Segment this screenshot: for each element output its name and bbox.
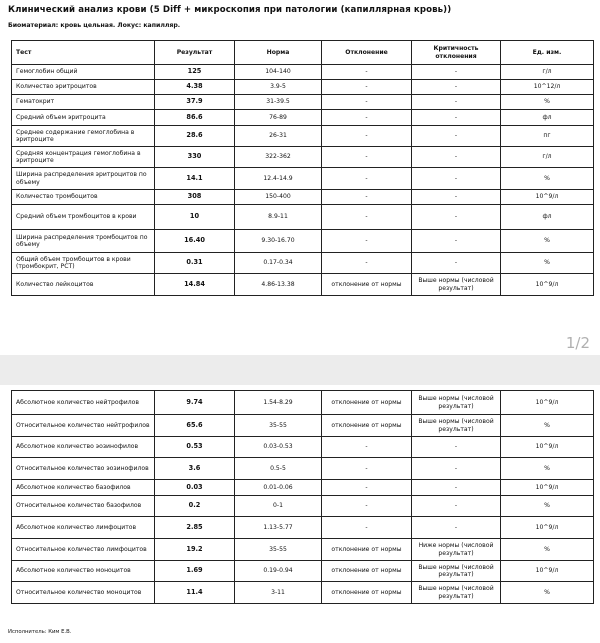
table-row (12, 274, 594, 296)
header-test: Тест (12, 41, 155, 65)
table-row (12, 168, 594, 190)
unit-label: % (501, 415, 594, 437)
deviation-status: - (322, 230, 412, 253)
test-name: Количество эритроцитов (12, 80, 155, 95)
norm-range: 104-140 (235, 65, 322, 80)
header-unit: Ед. изм. (501, 41, 594, 65)
page-separator (0, 333, 600, 385)
header-criticality: Критичность отклонения (412, 41, 501, 65)
result-value: 1.69 (155, 561, 235, 582)
criticality-status: - (412, 480, 501, 496)
table-row (12, 253, 594, 274)
deviation-status: отклонение от нормы (322, 539, 412, 561)
result-value: 10 (155, 205, 235, 230)
unit-label: 10^9/л (501, 274, 594, 296)
norm-range: 0.03-0.53 (235, 437, 322, 458)
results-table-page-2 (11, 390, 594, 604)
criticality-status: Выше нормы (числовой результат) (412, 582, 501, 604)
unit-label: 10^9/л (501, 480, 594, 496)
test-name: Абсолютное количество базофилов (12, 480, 155, 496)
executor-footer: Исполнитель: Ким Е.В. (8, 629, 72, 635)
table-row (12, 391, 594, 415)
unit-label: % (501, 539, 594, 561)
deviation-status: - (322, 480, 412, 496)
result-value: 0.31 (155, 253, 235, 274)
norm-range: 0.17-0.34 (235, 253, 322, 274)
unit-label: 10^9/л (501, 437, 594, 458)
deviation-status: отклонение от нормы (322, 391, 412, 415)
result-value: 3.6 (155, 458, 235, 480)
unit-label: г/л (501, 147, 594, 168)
result-value: 28.6 (155, 126, 235, 147)
deviation-status: отклонение от нормы (322, 274, 412, 296)
deviation-status: - (322, 95, 412, 110)
deviation-status: - (322, 437, 412, 458)
result-value: 0.53 (155, 437, 235, 458)
unit-label: % (501, 168, 594, 190)
result-value: 0.03 (155, 480, 235, 496)
criticality-status: - (412, 458, 501, 480)
result-value: 2.85 (155, 517, 235, 539)
norm-range: 1.54-8.29 (235, 391, 322, 415)
criticality-status: - (412, 80, 501, 95)
test-name: Абсолютное количество нейтрофилов (12, 391, 155, 415)
test-name: Относительное количество эозинофилов (12, 458, 155, 480)
unit-label: фл (501, 205, 594, 230)
test-name: Количество тромбоцитов (12, 190, 155, 205)
norm-range: 322-362 (235, 147, 322, 168)
test-name: Среднее содержание гемоглобина в эритроците (12, 126, 155, 147)
test-name: Средняя концентрация гемоглобина в эритроците (12, 147, 155, 168)
table-row (12, 95, 594, 110)
deviation-status: - (322, 126, 412, 147)
criticality-status: - (412, 517, 501, 539)
test-name: Ширина распределения тромбоцитов по объему (12, 230, 155, 253)
unit-label: % (501, 496, 594, 517)
deviation-status: - (322, 147, 412, 168)
test-name: Относительное количество базофилов (12, 496, 155, 517)
table-row (12, 458, 594, 480)
test-name: Относительное количество нейтрофилов (12, 415, 155, 437)
table-header-row (12, 41, 594, 65)
result-value: 37.9 (155, 95, 235, 110)
norm-range: 0.01-0.06 (235, 480, 322, 496)
table-row (12, 65, 594, 80)
test-name: Гемоглобин общий (12, 65, 155, 80)
table-row (12, 539, 594, 561)
test-name: Относительное количество моноцитов (12, 582, 155, 604)
result-value: 65.6 (155, 415, 235, 437)
unit-label: 10^9/л (501, 561, 594, 582)
table-body-page-1 (12, 65, 594, 296)
deviation-status: - (322, 110, 412, 126)
table-row (12, 415, 594, 437)
norm-range: 8.9-11 (235, 205, 322, 230)
unit-label: 10^9/л (501, 391, 594, 415)
page-indicator: 1/2 (565, 334, 590, 352)
test-name: Относительное количество лимфоцитов (12, 539, 155, 561)
table-row (12, 480, 594, 496)
test-name: Общий объем тромбоцитов в крови (тромбокрит, PCT) (12, 253, 155, 274)
deviation-status: - (322, 65, 412, 80)
result-value: 86.6 (155, 110, 235, 126)
document-title: Клинический анализ крови (5 Diff + микроскопия при патологии (капиллярная кровь)) (8, 5, 452, 15)
result-value: 14.84 (155, 274, 235, 296)
result-value: 308 (155, 190, 235, 205)
table-row (12, 110, 594, 126)
result-value: 0.2 (155, 496, 235, 517)
unit-label: 10^12/л (501, 80, 594, 95)
norm-range: 26-31 (235, 126, 322, 147)
test-name: Абсолютное количество моноцитов (12, 561, 155, 582)
criticality-status: Выше нормы (числовой результат) (412, 561, 501, 582)
header-norm: Норма (235, 41, 322, 65)
norm-range: 3-11 (235, 582, 322, 604)
result-value: 19.2 (155, 539, 235, 561)
result-value: 9.74 (155, 391, 235, 415)
result-value: 11.4 (155, 582, 235, 604)
test-name: Абсолютное количество лимфоцитов (12, 517, 155, 539)
norm-range: 0.19-0.94 (235, 561, 322, 582)
deviation-status: - (322, 190, 412, 205)
unit-label: 10^9/л (501, 517, 594, 539)
unit-label: % (501, 458, 594, 480)
norm-range: 12.4-14.9 (235, 168, 322, 190)
test-name: Абсолютное количество эозинофилов (12, 437, 155, 458)
deviation-status: - (322, 168, 412, 190)
table-row (12, 517, 594, 539)
table-row (12, 147, 594, 168)
criticality-status: - (412, 110, 501, 126)
table-row (12, 496, 594, 517)
test-name: Количество лейкоцитов (12, 274, 155, 296)
criticality-status: - (412, 147, 501, 168)
criticality-status: - (412, 168, 501, 190)
criticality-status: - (412, 230, 501, 253)
unit-label: пг (501, 126, 594, 147)
result-value: 125 (155, 65, 235, 80)
header-deviation: Отклонение (322, 41, 412, 65)
norm-range: 4.86-13.38 (235, 274, 322, 296)
criticality-status: - (412, 205, 501, 230)
deviation-status: отклонение от нормы (322, 415, 412, 437)
header-result: Результат (155, 41, 235, 65)
result-value: 16.40 (155, 230, 235, 253)
table-row (12, 205, 594, 230)
deviation-status: - (322, 253, 412, 274)
criticality-status: - (412, 496, 501, 517)
deviation-status: - (322, 205, 412, 230)
deviation-status: - (322, 80, 412, 95)
unit-label: % (501, 582, 594, 604)
result-value: 14.1 (155, 168, 235, 190)
criticality-status: - (412, 126, 501, 147)
deviation-status: отклонение от нормы (322, 582, 412, 604)
criticality-status: Ниже нормы (числовой результат) (412, 539, 501, 561)
norm-range: 3.9-5 (235, 80, 322, 95)
criticality-status: - (412, 95, 501, 110)
unit-label: г/л (501, 65, 594, 80)
unit-label: 10^9/л (501, 190, 594, 205)
norm-range: 1.13-5.77 (235, 517, 322, 539)
norm-range: 76-89 (235, 110, 322, 126)
criticality-status: - (412, 437, 501, 458)
unit-label: % (501, 230, 594, 253)
table-row (12, 437, 594, 458)
unit-label: % (501, 95, 594, 110)
test-name: Средний объем эритроцита (12, 110, 155, 126)
criticality-status: Выше нормы (числовой результат) (412, 415, 501, 437)
result-value: 330 (155, 147, 235, 168)
result-value: 4.38 (155, 80, 235, 95)
criticality-status: Выше нормы (числовой результат) (412, 391, 501, 415)
norm-range: 31-39.5 (235, 95, 322, 110)
unit-label: фл (501, 110, 594, 126)
norm-range: 0-1 (235, 496, 322, 517)
test-name: Средний объем тромбоцитов в крови (12, 205, 155, 230)
norm-range: 35-55 (235, 415, 322, 437)
table-row (12, 561, 594, 582)
test-name: Гематокрит (12, 95, 155, 110)
criticality-status: Выше нормы (числовой результат) (412, 274, 501, 296)
table-row (12, 230, 594, 253)
table-row (12, 80, 594, 95)
norm-range: 35-55 (235, 539, 322, 561)
criticality-status: - (412, 253, 501, 274)
norm-range: 150-400 (235, 190, 322, 205)
deviation-status: - (322, 517, 412, 539)
table-body-page-2 (12, 391, 594, 604)
norm-range: 0.5-5 (235, 458, 322, 480)
table-row (12, 582, 594, 604)
unit-label: % (501, 253, 594, 274)
document-subtitle: Биоматериал: кровь цельная. Локус: капилляр. (8, 22, 181, 29)
results-table-page-1 (11, 40, 594, 296)
deviation-status: - (322, 458, 412, 480)
criticality-status: - (412, 190, 501, 205)
norm-range: 9.30-16.70 (235, 230, 322, 253)
criticality-status: - (412, 65, 501, 80)
deviation-status: - (322, 496, 412, 517)
table-row (12, 126, 594, 147)
table-row (12, 190, 594, 205)
test-name: Ширина распределения эритроцитов по объему (12, 168, 155, 190)
deviation-status: отклонение от нормы (322, 561, 412, 582)
